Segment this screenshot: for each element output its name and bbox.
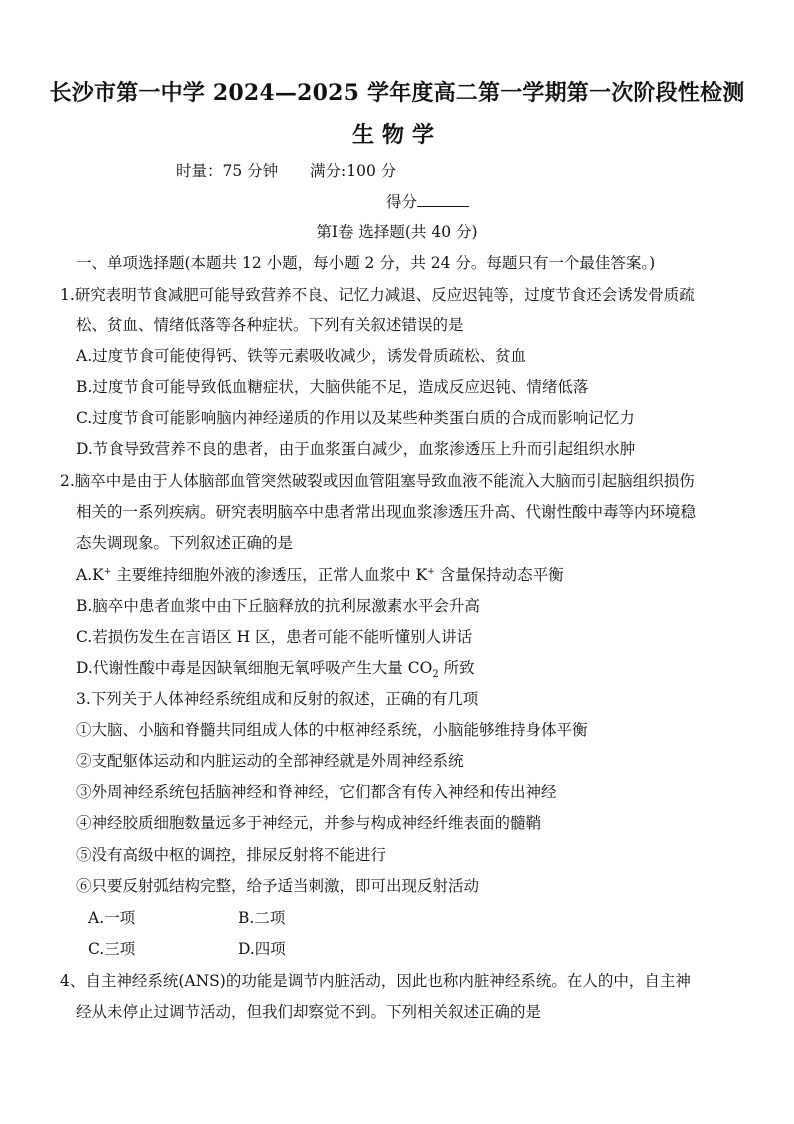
q2-d-text2: 所致	[438, 659, 475, 677]
q3-statement-3: ③外周神经系统包括脑神经和脊神经，它们都含有传入神经和传出神经	[76, 783, 557, 801]
q1-stem-line2: 松、贫血、情绪低落等各种症状。下列有关叙述错误的是	[76, 316, 464, 334]
q2-option-c: C.若损伤发生在言语区 H 区，患者可能不能听懂别人讲话	[76, 628, 473, 646]
q3-statement-4: ④神经胶质细胞数量远多于神经元，并参与构成神经纤维表面的髓鞘	[76, 814, 542, 832]
q4-stem-line1: 4、自主神经系统(ANS)的功能是调节内脏活动，因此也称内脏神经系统。在人的中，自主神	[60, 972, 691, 990]
q1-option-d: D.节食导致营养不良的患者，由于血浆蛋白减少，血浆渗透压上升而引起组织水肿	[76, 440, 636, 458]
q3-option-a: A.一项	[88, 909, 136, 927]
score-field	[386, 192, 469, 212]
q2-d-sub: 2	[432, 669, 439, 681]
q2-a-text2: 主要维持细胞外液的渗透压，正常人血浆中 K	[111, 566, 428, 584]
q2-a-sup1: +	[103, 566, 112, 577]
q2-stem-line1: 2.脑卒中是由于人体脑部血管突然破裂或因血管阻塞导致血液不能流入大脑而引起脑组织损伤	[60, 472, 695, 490]
q3-statement-2: ②支配躯体运动和内脏运动的全部神经就是外周神经系统	[76, 752, 464, 770]
q3-option-d: D.四项	[238, 940, 286, 958]
full-score-label: 满分:100 分	[310, 162, 397, 180]
score-blank	[417, 192, 469, 207]
q2-a-text1: A.K	[76, 566, 104, 584]
q3-statement-5: ⑤没有高级中枢的调控，排尿反射将不能进行	[76, 846, 387, 864]
q4-stem-line2: 经从未停止过调节活动，但我们却察觉不到。下列相关叙述正确的是	[76, 1003, 542, 1021]
exam-title: 长沙市第一中学 2024—2025 学年度高二第一学期第一次阶段性检测	[49, 80, 745, 106]
q3-statement-6: ⑥只要反射弧结构完整，给予适当刺激，即可出现反射活动	[76, 877, 480, 895]
q1-stem-line1: 1.研究表明节食减肥可能导致营养不良、记忆力减退、反应迟钝等，过度节食还会诱发骨质疏	[60, 286, 695, 304]
q3-option-c: C.三项	[88, 940, 136, 958]
q2-a-sup2: +	[427, 566, 435, 577]
exam-meta	[176, 161, 396, 181]
q3-stem: 3.下列关于人体神经系统组成和反射的叙述，正确的有几项	[76, 690, 479, 708]
time-label: 时量：75 分钟	[176, 162, 279, 180]
q1-option-b: B.过度节食可能导致低血糖症状，大脑供能不足，造成反应迟钝、情绪低落	[76, 378, 589, 396]
q2-d-text1: D.代谢性酸中毒是因缺氧细胞无氧呼吸产生大量 CO	[76, 659, 433, 677]
q2-option-d	[76, 658, 475, 681]
q2-stem-line3: 态失调现象。下列叙述正确的是	[76, 534, 294, 552]
q3-statement-1: ①大脑、小脑和脊髓共同组成人体的中枢神经系统，小脑能够维持身体平衡	[76, 721, 588, 739]
score-label: 得分	[386, 193, 418, 211]
q2-stem-line2: 相关的一系列疾病。研究表明脑卒中患者常出现血浆渗透压升高、代谢性酸中毒等内环境稳	[76, 503, 697, 521]
q1-option-a: A.过度节食可能使得钙、铁等元素吸收减少，诱发骨质疏松、贫血	[76, 347, 527, 365]
section-instruction: 一、单项选择题(本题共 12 小题，每小题 2 分，共 24 分。每题只有一个最佳答案。)	[76, 254, 656, 272]
q1-option-c: C.过度节食可能影响脑内神经递质的作用以及某些种类蛋白质的合成而影响记忆力	[76, 409, 635, 427]
q2-option-a	[76, 565, 564, 585]
q2-option-b: B.脑卒中患者血浆中由下丘脑释放的抗利尿激素水平会升高	[76, 597, 480, 615]
section-title: 第Ⅰ卷 选择题(共 40 分)	[316, 223, 478, 241]
q3-option-b: B.二项	[238, 909, 286, 927]
q2-a-text3: 含量保持动态平衡	[434, 566, 564, 584]
subject-title: 生物学	[351, 122, 442, 148]
